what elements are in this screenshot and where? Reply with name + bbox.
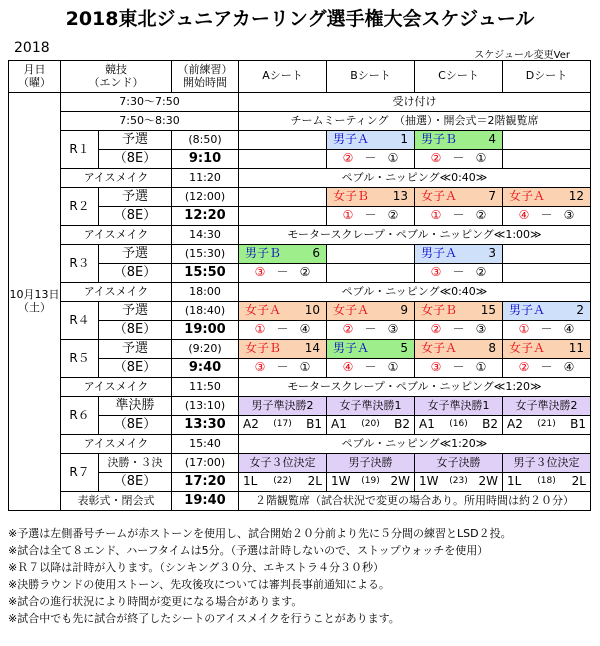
r7-b-title: 男子決勝 (327, 454, 415, 473)
r4-ends: （8E） (99, 321, 172, 340)
icemake-4-desc: モータースクレープ・ペブル・ニッピング≪1:20≫ (239, 378, 591, 397)
r3-b-score (327, 264, 415, 283)
r7-d-pair: 1L (18) 2L (503, 473, 591, 492)
r5-practice: (9:20) (172, 340, 239, 359)
r3-c-score: ③ － ② (415, 264, 503, 283)
r6-b-title: 女子準決勝1 (327, 397, 415, 416)
r6-d-title: 女子準決勝2 (503, 397, 591, 416)
r3-stage: 予選 (99, 245, 172, 264)
r5-b-team: 男子Ａ 5 (327, 340, 415, 359)
r7-round: R７ (61, 454, 99, 492)
note-item: ※予選は左側番号チームが赤ストーンを使用し、試合開始２０分前より先に５分間の練習とLSD２投。 (8, 527, 512, 540)
r3-ends: （8E） (99, 264, 172, 283)
r3-row-top (9, 245, 591, 264)
r7-ends: （8E） (99, 473, 172, 492)
award-row (9, 492, 591, 511)
r3-practice: (15:30) (172, 245, 239, 264)
icemake-5 (9, 435, 591, 454)
r4-b-score: ② － ③ (327, 321, 415, 340)
r5-a-team: 女子Ｂ 14 (239, 340, 327, 359)
r2-a-score (239, 207, 327, 226)
r5-b-score: ④ － ① (327, 359, 415, 378)
r4-round: R４ (61, 302, 99, 340)
r5-d-team: 女子Ａ 11 (503, 340, 591, 359)
r2-b-score: ① － ② (327, 207, 415, 226)
icemake-1 (9, 169, 591, 188)
r5-round: R５ (61, 340, 99, 378)
r1-stage: 予選 (99, 131, 172, 150)
r7-practice: (17:00) (172, 454, 239, 473)
icemake-5-desc: ペブル・ニッピング≪1:20≫ (239, 435, 591, 454)
r4-practice: (18:40) (172, 302, 239, 321)
r1-c-score: ② － ① (415, 150, 503, 169)
icemake-1-label: アイスメイク (61, 169, 172, 188)
icemake-4 (9, 378, 591, 397)
r7-b-pair: 1W (19) 2W (327, 473, 415, 492)
r6-c-title: 女子準決勝1 (415, 397, 503, 416)
r7-stage: 決勝・３決 (99, 454, 172, 473)
icemake-1-desc: ペブル・ニッピング≪0:40≫ (239, 169, 591, 188)
r2-practice: (12:00) (172, 188, 239, 207)
r4-stage: 予選 (99, 302, 172, 321)
notes (8, 525, 512, 627)
header-date: 月日 （曜） (9, 61, 61, 93)
r2-d-score: ④ － ③ (503, 207, 591, 226)
header-sheet-a: Aシート (239, 61, 327, 93)
r2-stage: 予選 (99, 188, 172, 207)
r4-a-score: ① － ④ (239, 321, 327, 340)
r5-stage: 予選 (99, 340, 172, 359)
r3-d-team (503, 245, 591, 264)
r7-d-title: 男子３位決定 (503, 454, 591, 473)
r1-c-team: 男子Ｂ 4 (415, 131, 503, 150)
header-sheet-d: Dシート (503, 61, 591, 93)
r3-start: 15:50 (172, 264, 239, 283)
reception-desc: 受け付け (239, 93, 591, 112)
r6-ends: （8E） (99, 416, 172, 435)
r5-c-score: ③ － ① (415, 359, 503, 378)
note-item: ※Ｒ７以降は計時が入ります。（シンキング３０分、エキストラ４分３０秒） (8, 561, 385, 575)
icemake-2-time: 14:30 (172, 226, 239, 245)
r6-practice: (13:10) (172, 397, 239, 416)
r3-a-team: 男子Ｂ 6 (239, 245, 327, 264)
note-item: ※試合中でも先に試合が終了したシートのアイスメイクを行うことがあります。 (8, 612, 400, 626)
r1-a-team (239, 131, 327, 150)
icemake-5-time: 15:40 (172, 435, 239, 454)
year-label: 2018 (14, 40, 50, 56)
r5-d-score: ② － ④ (503, 359, 591, 378)
r3-b-team (327, 245, 415, 264)
date-cell: 10月13日 （土） (9, 93, 61, 511)
r2-c-score: ① － ② (415, 207, 503, 226)
r3-a-score: ③ － ② (239, 264, 327, 283)
header-sheet-b: Bシート (327, 61, 415, 93)
r2-row-top (9, 188, 591, 207)
r6-stage: 準決勝 (99, 397, 172, 416)
header-time: （前練習） 開始時間 (172, 61, 239, 93)
r6-row-top (9, 397, 591, 416)
r4-start: 19:00 (172, 321, 239, 340)
r1-practice: (8:50) (172, 131, 239, 150)
r7-start: 17:20 (172, 473, 239, 492)
r5-row-top (9, 340, 591, 359)
icemake-4-time: 11:50 (172, 378, 239, 397)
r7-a-title: 女子３位決定 (239, 454, 327, 473)
r5-c-team: 女子Ａ 8 (415, 340, 503, 359)
icemake-2-desc: モータースクレープ・ペブル・ニッピング≪1:00≫ (239, 226, 591, 245)
r7-c-pair: 1W (23) 2W (415, 473, 503, 492)
meeting-time: 7:50～8:30 (61, 112, 239, 131)
r1-b-score: ② － ① (327, 150, 415, 169)
r7-a-pair: 1L (22) 2L (239, 473, 327, 492)
r6-start: 13:30 (172, 416, 239, 435)
award-desc: ２階観覧席（試合状況で変更の場合あり。所用時間は約２０分） (239, 492, 591, 511)
header-stage: 競技 （エンド） (61, 61, 172, 93)
r1-b-team: 男子Ａ 1 (327, 131, 415, 150)
icemake-2-label: アイスメイク (61, 226, 172, 245)
r2-a-team (239, 188, 327, 207)
r1-d-team (503, 131, 591, 150)
meeting-row (9, 112, 591, 131)
r3-c-team: 男子Ａ 3 (415, 245, 503, 264)
r4-c-score: ② － ③ (415, 321, 503, 340)
header-row (9, 61, 591, 93)
page-title: 2018東北ジュニアカーリング選手権大会スケジュール (65, 8, 535, 30)
r2-start: 12:20 (172, 207, 239, 226)
r1-d-score (503, 150, 591, 169)
icemake-2 (9, 226, 591, 245)
r4-d-score: ① － ④ (503, 321, 591, 340)
r1-a-score (239, 150, 327, 169)
note-item: ※決勝ラウンドの使用ストーン、先攻後攻については審判長事前通知による。 (8, 578, 390, 592)
reception-row (9, 93, 591, 112)
icemake-1-time: 11:20 (172, 169, 239, 188)
r2-b-team: 女子Ｂ 13 (327, 188, 415, 207)
r6-round: R６ (61, 397, 99, 435)
icemake-3-label: アイスメイク (61, 283, 172, 302)
icemake-3-desc: ペブル・ニッピング≪0:40≫ (239, 283, 591, 302)
note-item: ※試合の進行状況により時間が変更になる場合があります。 (8, 595, 303, 609)
r5-ends: （8E） (99, 359, 172, 378)
r4-b-team: 女子Ａ 9 (327, 302, 415, 321)
r5-a-score: ③ － ① (239, 359, 327, 378)
r5-start: 9:40 (172, 359, 239, 378)
r6-a-pair: A2 (17) B1 (239, 416, 327, 435)
version-label: スケジュール変更Ver (474, 50, 570, 61)
r2-c-team: 女子Ａ 7 (415, 188, 503, 207)
award-time: 19:40 (172, 492, 239, 511)
r3-round: R３ (61, 245, 99, 283)
r4-d-team: 男子Ａ 2 (503, 302, 591, 321)
r1-ends: （8E） (99, 150, 172, 169)
r1-round: R１ (61, 131, 99, 169)
r6-c-pair: A1 (16) B2 (415, 416, 503, 435)
r2-round: R２ (61, 188, 99, 226)
r1-row-top (9, 131, 591, 150)
r4-c-team: 女子Ｂ 15 (415, 302, 503, 321)
header-sheet-c: Cシート (415, 61, 503, 93)
meeting-desc: チームミーティング （抽選）・開会式＝2階観覧席 (239, 112, 591, 131)
icemake-3 (9, 283, 591, 302)
schedule-table (8, 60, 591, 511)
icemake-5-label: アイスメイク (61, 435, 172, 454)
icemake-4-label: アイスメイク (61, 378, 172, 397)
r1-start: 9:10 (172, 150, 239, 169)
icemake-3-time: 18:00 (172, 283, 239, 302)
note-item: ※試合は全て８エンド、ハーフタイムは5分。（予選は計時しないので、ストップウォッチを使用） (8, 544, 489, 558)
r4-row-top (9, 302, 591, 321)
r7-row-top (9, 454, 591, 473)
r2-ends: （8E） (99, 207, 172, 226)
r7-c-title: 女子決勝 (415, 454, 503, 473)
r2-d-team: 女子Ａ 12 (503, 188, 591, 207)
r6-b-pair: A1 (20) B2 (327, 416, 415, 435)
award-label: 表彰式・閉会式 (61, 492, 172, 511)
r3-d-score (503, 264, 591, 283)
r4-a-team: 女子Ａ 10 (239, 302, 327, 321)
reception-time: 7:30～7:50 (61, 93, 239, 112)
r6-a-title: 男子準決勝2 (239, 397, 327, 416)
r6-d-pair: A2 (21) B1 (503, 416, 591, 435)
